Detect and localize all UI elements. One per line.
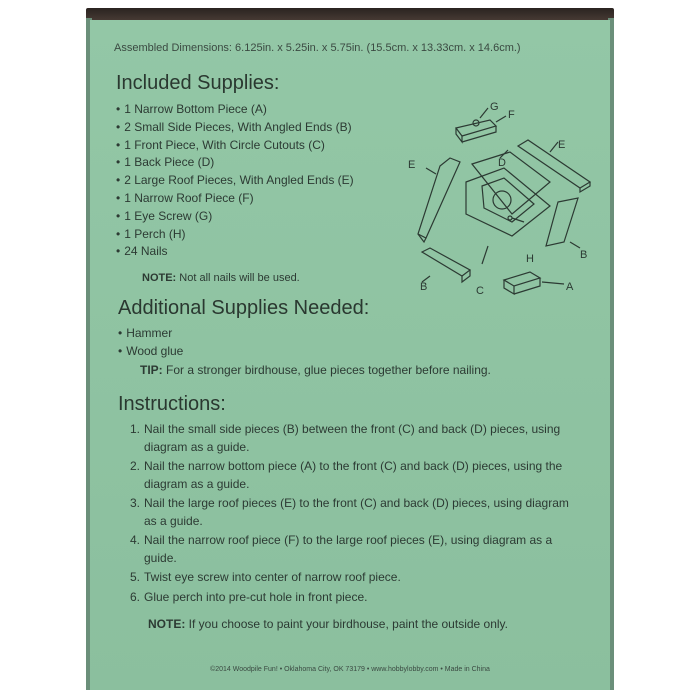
list-item: • 2 Large Roof Pieces, With Angled Ends (E) [116, 172, 354, 190]
diagram-label-b-left: B [420, 281, 428, 293]
diagram-label-e-left: E [408, 159, 416, 171]
tip-text: For a stronger birdhouse, glue pieces together before nailing. [162, 363, 491, 377]
diagram-label-f: F [508, 109, 515, 121]
instruction-step [118, 569, 578, 587]
front-piece-c [466, 168, 550, 264]
step-text: Twist eye screw into center of narrow roof piece. [144, 570, 401, 584]
bottom-piece-a [504, 272, 564, 294]
diagram-label-c: C [476, 285, 484, 296]
step-number: 4. [129, 533, 140, 547]
tip-label: TIP: [140, 363, 163, 377]
additional-supplies-list [118, 325, 183, 361]
diagram-label-e-right: E [558, 139, 566, 151]
footer-copyright: ©2014 Woodpile Fun! • Oklahoma City, OK 73179 • www.hobbylobby.com • Made in China [210, 666, 490, 673]
list-item: • 1 Back Piece (D) [116, 154, 354, 172]
instructions-heading: Instructions: [118, 393, 226, 415]
step-number: 5. [129, 570, 140, 584]
note-text: If you choose to paint your birdhouse, paint the outside only. [185, 617, 508, 631]
diagram-label-h: H [526, 253, 534, 265]
list-item: • 1 Perch (H) [116, 226, 354, 244]
diagram-label-d: D [498, 157, 506, 169]
included-supplies-heading: Included Supplies: [116, 72, 280, 94]
step-text: Glue perch into pre-cut hole in front piece. [144, 589, 368, 604]
step-number: 1. [129, 422, 140, 436]
list-item: • 1 Eye Screw (G) [116, 208, 354, 226]
additional-supplies-heading: Additional Supplies Needed: [118, 297, 370, 319]
tip-note [140, 363, 491, 377]
step-number: 6. [129, 589, 140, 604]
instructions-list [118, 421, 578, 608]
paint-note [148, 617, 508, 631]
side-piece-b-left [422, 248, 470, 282]
instruction-step [118, 589, 578, 607]
nails-note [142, 272, 300, 284]
narrow-roof-piece-f [456, 108, 506, 142]
list-item: • 1 Narrow Bottom Piece (A) [116, 101, 354, 119]
diagram-label-a: A [566, 281, 574, 293]
note-label: NOTE: [148, 617, 186, 631]
step-text: Nail the narrow bottom piece (A) to the front (C) and back (D) pieces, using the diagram as a guide. [144, 459, 563, 491]
step-number: 2. [129, 459, 140, 473]
list-item: • Hammer [118, 325, 183, 343]
diagram-label-g: G [490, 101, 499, 113]
instruction-step [118, 421, 578, 456]
step-text: Nail the narrow roof piece (F) to the large roof pieces (E), using diagram as a guide. [144, 533, 553, 565]
included-supplies-list [116, 101, 354, 261]
note-text: Not all nails will be used. [176, 272, 300, 284]
instruction-step [118, 458, 578, 493]
step-number: 3. [129, 496, 140, 510]
step-text: Nail the small side pieces (B) between the front (C) and back (D) pieces, using diagram as a guide. [144, 422, 561, 454]
list-item: • Wood glue [118, 343, 183, 361]
list-item: • 1 Front Piece, With Circle Cutouts (C) [116, 137, 354, 155]
assembly-diagram [400, 96, 600, 296]
list-item: • 2 Small Side Pieces, With Angled Ends (B) [116, 119, 354, 137]
step-text: Nail the large roof pieces (E) to the front (C) and back (D) pieces, using diagram as a guide. [144, 496, 569, 528]
instruction-step [118, 532, 578, 567]
list-item: • 1 Narrow Roof Piece (F) [116, 190, 354, 208]
list-item: • 24 Nails [116, 243, 354, 261]
instruction-step [118, 495, 578, 530]
assembled-dimensions: Assembled Dimensions: 6.125in. x 5.25in. x 5.75in. (15.5cm. x 13.33cm. x 14.6cm.) [114, 42, 521, 54]
note-label: NOTE: [142, 272, 177, 284]
roof-piece-e-left [418, 158, 460, 242]
diagram-label-b-right: B [580, 249, 588, 261]
side-piece-b-right [546, 198, 580, 248]
